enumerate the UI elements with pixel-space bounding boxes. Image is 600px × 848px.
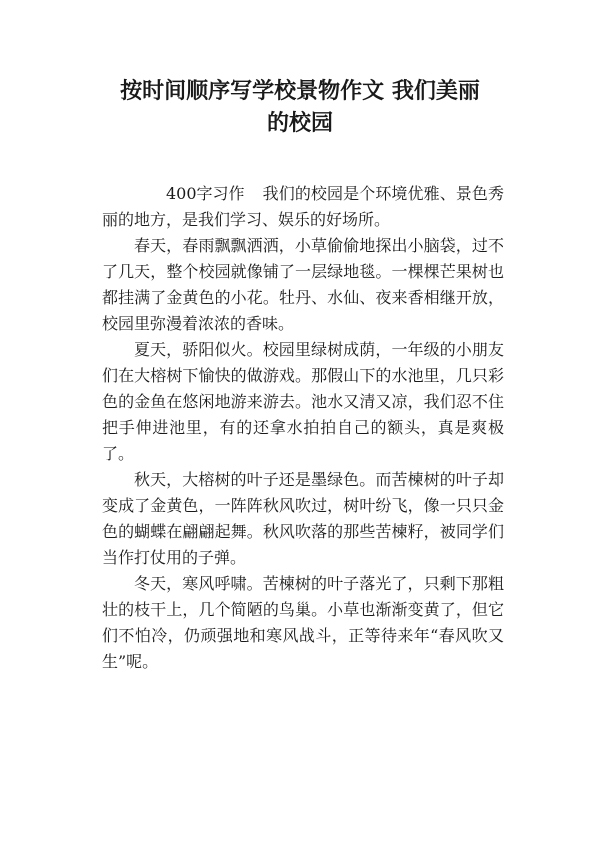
paragraph-summer: 夏天，骄阳似火。校园里绿树成荫，一年级的小朋友们在大榕树下愉快的做游戏。那假山下的水池里，几只彩色的金鱼在悠闲地游来游去。池水又清又凉，我们忍不住把手伸进池里，有的还拿水拍拍自己的额头，真是爽极了。: [102, 340, 504, 463]
title-line-1: 按时间顺序写学校景物作文 我们美丽: [120, 79, 480, 104]
paragraph-intro: [102, 181, 504, 233]
word-count-label: 400字习作: [166, 184, 245, 203]
paragraph-intro-text: 我们的校园是个环境优雅、景色秀丽的地方，是我们学习、娱乐的好场所。: [102, 184, 504, 229]
paragraph-autumn: 秋天，大榕树的叶子还是墨绿色。而苦楝树的叶子却变成了金黄色，一阵阵秋风吹过，树叶纷飞，像一只只金色的蝴蝶在翩翩起舞。秋风吹落的那些苦楝籽，被同学们当作打仗用的子弹。: [102, 470, 504, 567]
title-line-2: 的校园: [266, 111, 333, 136]
paragraph-spring: 春天，春雨飘飘洒洒，小草偷偷地探出小脑袋，过不了几天，整个校园就像铺了一层绿地毯。一棵棵芒果树也都挂满了金黄色的小花。牡丹、水仙、夜来香相继开放，校园里弥漫着浓浓的香味。: [102, 236, 504, 333]
page-title: [60, 76, 540, 140]
paragraph-winter: 冬天，寒风呼啸。苦楝树的叶子落光了，只剩下那粗壮的枝干上，几个简陋的鸟巢。小草也渐渐变黄了，但它们不怕冷，仍顽强地和寒风战斗，正等待来年“春风吹又生”呢。: [102, 574, 504, 671]
article-body: [102, 181, 504, 675]
